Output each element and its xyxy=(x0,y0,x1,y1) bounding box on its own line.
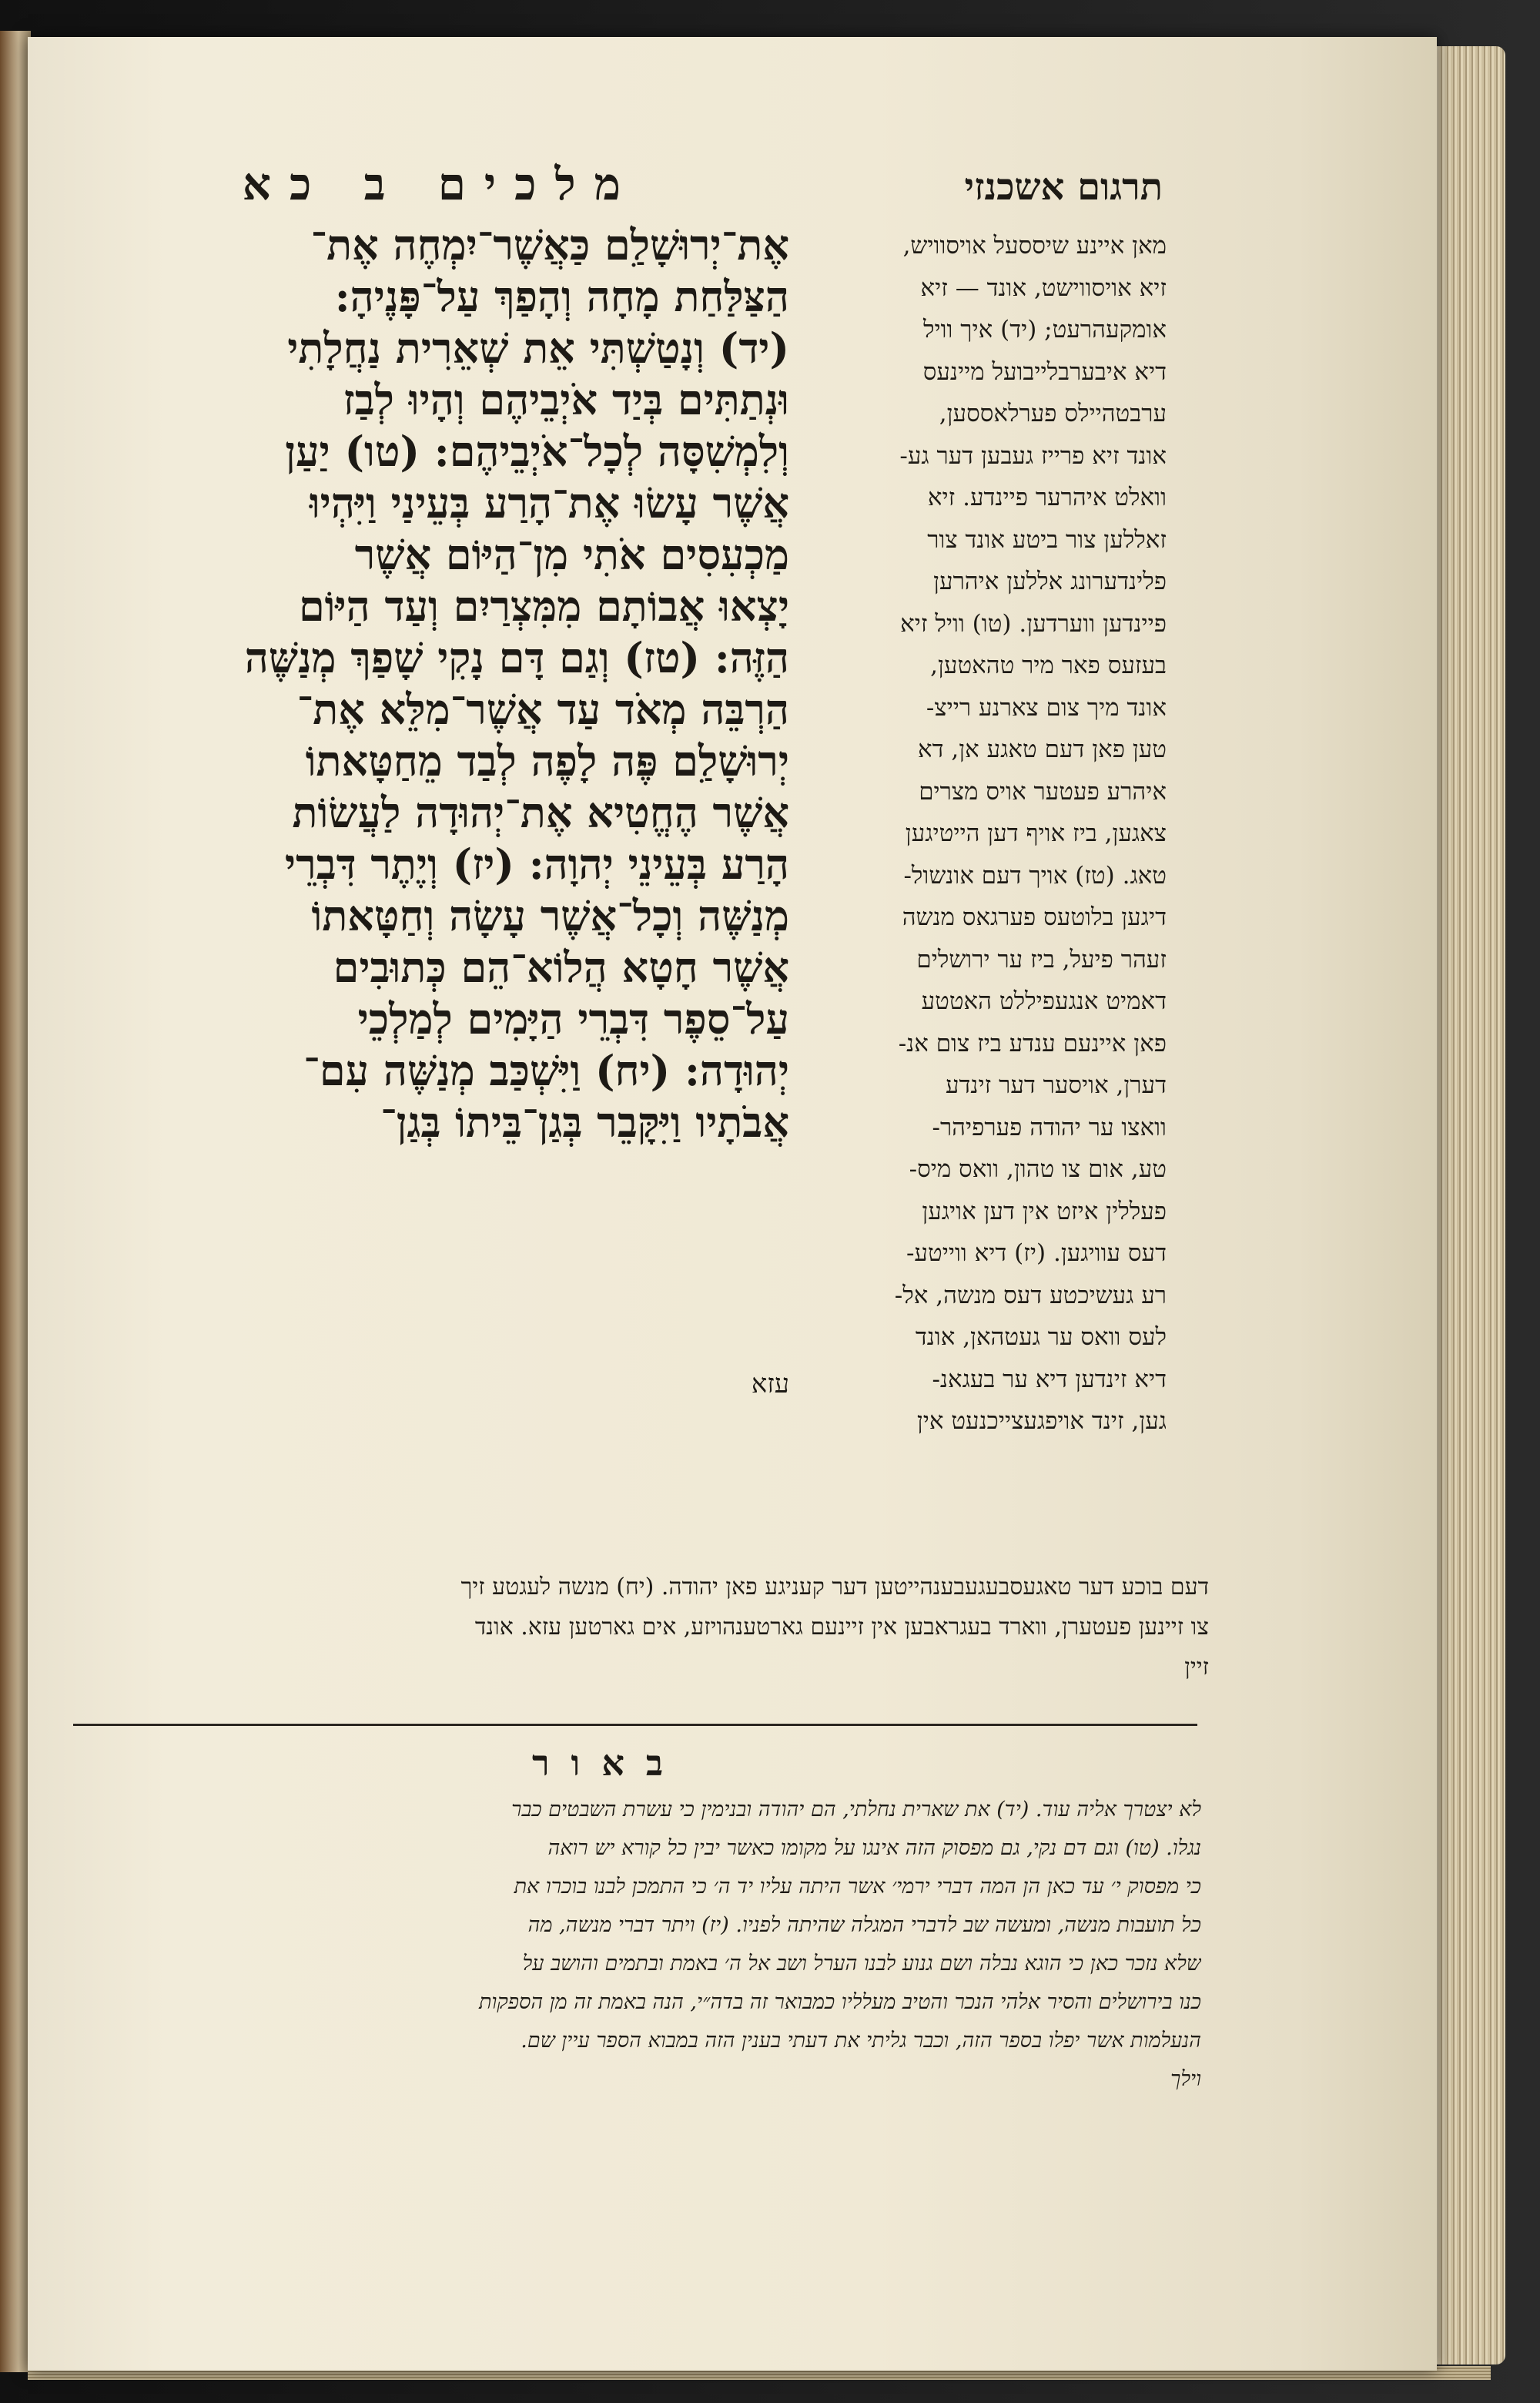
scripture-line: אֲשֶׁר חָטָא הֲלוֹא־הֵם כְּתוּבִים xyxy=(333,943,789,992)
translation-line: דעס עוויגען. (יז) דיא ווייטע- xyxy=(906,1239,1167,1267)
translation-line: טאג. (טז) אויך דעם אונשול- xyxy=(903,861,1167,890)
translation-line: ערבטהיילס פערלאססען, xyxy=(939,400,1167,427)
translation-line: זיין xyxy=(1184,1654,1209,1681)
scripture-line: אֲבֹתָיו וַיִּקָּבֵר בְּגַן־בֵּיתוֹ בְּגַן־ xyxy=(380,1098,789,1147)
translation-line: טען פאן דעם טאגע אן, דא xyxy=(918,736,1167,763)
translation-line: איהרע פעטער אויס מצרים xyxy=(919,777,1167,806)
translation-line: דערן, אויסער דער זינדע xyxy=(945,1071,1167,1099)
translation-line: טע, אום צו טהון, וואס מיס- xyxy=(909,1155,1167,1183)
translation-line: צאגען, ביז אויף דען הייטיגען xyxy=(905,819,1167,847)
scripture-line: וְלִמְשִׁסָּה לְכָל־אֹיְבֵיהֶם: (טו) יַעַן xyxy=(285,427,789,476)
commentary-text xyxy=(69,1791,1201,2099)
translation-line: אונד מיך צום צארנע רייצ- xyxy=(926,693,1167,722)
translation-line: פיינדען ווערדען. (טו) וויל זיא xyxy=(900,609,1167,638)
translation-line: דאמיט אנגעפיללט האטטע xyxy=(921,987,1167,1015)
translation-line: וואצו ער יהודה פערפיהר- xyxy=(932,1113,1167,1141)
commentary-line: וילך xyxy=(1170,2067,1201,2091)
translation-line: דיא איבערבלייבועל מיינעס xyxy=(922,357,1167,386)
translation-line: זיא אויסווישט, אונד — זיא xyxy=(920,273,1167,302)
translation-line: וואלט איהרער פיינדע. זיא xyxy=(927,484,1167,511)
translation-line: לעס וואס ער געטהאן, אונד xyxy=(915,1323,1167,1351)
scripture-line: יָצְאוּ אֲבוֹתָם מִמִּצְרַיִם וְעַד הַיּוֹם xyxy=(298,581,789,631)
scripture-line: אֲשֶׁר הֶחֱטִיא אֶת־יְהוּדָה לַעֲשׂוֹת xyxy=(292,788,789,837)
scripture-line: הַרְבֵּה מְאֹד עַד אֲשֶׁר־מִלֵּא אֶת־ xyxy=(296,685,789,734)
translation-line: פעללין איזט אין דען אויגען xyxy=(922,1197,1167,1225)
translation-continuation xyxy=(54,1567,1209,1687)
left-page-edge xyxy=(0,31,31,2372)
translation-line: רע געשיכטע דעס מנשה, אל- xyxy=(894,1281,1167,1309)
commentary-line: לא יצטרך אליה עוד. (יד) את שארית נחלתי, הם יהודה ובנימין כי עשרת השבטים כבר xyxy=(511,1798,1201,1822)
translation-column xyxy=(805,225,1167,1443)
scripture-line: עַל־סֵפֶר דִּבְרֵי הַיָּמִים לְמַלְכֵי xyxy=(357,994,789,1044)
scripture-column xyxy=(54,220,789,1148)
commentary-line: כי מפסוק י׳ עד כאן הן המה דברי ירמי׳ אשר היתה עליו יד ה׳ כי התמכן לבנו בוכרו את xyxy=(514,1875,1201,1899)
commentary-line: נגלו. (טו) וגם דם נקי, גם מפסוק הזה אינגו על מקומו כאשר יבין כל קורא יש רואה xyxy=(547,1836,1201,1860)
catchword: עזא xyxy=(751,1369,789,1399)
scripture-line: יְהוּדָה: (יח) וַיִּשְׁכַּב מְנַשֶּׁה עִם־ xyxy=(303,1046,789,1095)
translation-line: גען, זינד אויפגעצייכנעט אין xyxy=(916,1407,1167,1435)
commentary-line: שלא נזכר כאן כי הוגא נבלה ושם גנוע לבנו הערל ושב אל ה׳ באמת ובתמים והושב על xyxy=(522,1952,1201,1976)
running-header: מלכים ב כא xyxy=(242,158,639,210)
scripture-line: אֲשֶׁר עָשׂוּ אֶת־הָרַע בְּעֵינַי וַיִּהְיוּ xyxy=(309,478,789,528)
scripture-line: (יד) וְנָטַשְׁתִּי אֵת שְׁאֵרִית נַחֲלָתִי xyxy=(287,323,789,373)
translation-header: תרגום אשכנזי xyxy=(964,166,1163,209)
scripture-line: מְנַשֶּׁה וְכָל־אֲשֶׁר עָשָׂה וְחַטָּאתוֹ xyxy=(311,891,789,940)
translation-line: פאן איינעם ענדע ביז צום אנ- xyxy=(898,1029,1167,1057)
translation-line: דיא זינדען דיא ער בעגאנ- xyxy=(932,1365,1167,1393)
translation-line: בעזעס פאר מיר טהאטען, xyxy=(930,652,1167,679)
scripture-line: אֶת־יְרוּשָׁלִַם כַּאֲשֶׁר־יִמְחֶה אֶת־ xyxy=(310,220,789,270)
translation-line: זעהר פיעל, ביז ער ירושלים xyxy=(916,945,1167,974)
translation-line: צו זיינען פעטערן, ווארד בעגראבען אין זיינעם גארטענהויזע, אים גארטען עזא. אונד xyxy=(474,1614,1209,1641)
scripture-line: יְרוּשָׁלִַם פֶּה לָפֶה לְבַד מֵחַטָּאתוֹ xyxy=(305,736,789,786)
translation-line: פלינדערונג אללען איהרען xyxy=(933,568,1167,595)
translation-line: אומקעהרעט; (יד) איך וויל xyxy=(922,316,1167,344)
commentary-line: הנעלמות אשר יפלו בספר הזה, וכבר גליתי את דעתי בענין הזה במבוא הספר עיין שם. xyxy=(521,2029,1201,2053)
scripture-line: הַצַּלַּחַת מָחָה וְהָפַךְ עַל־פָּנֶיהָ: xyxy=(334,272,789,321)
translation-line: זאללען צור ביטע אונד צור xyxy=(927,525,1167,554)
commentary-title: באור xyxy=(531,1742,685,1784)
scripture-line: מַכְעִסִים אֹתִי מִן־הַיּוֹם אֲשֶׁר xyxy=(354,530,789,579)
commentary-line: כנו בירושלים והסיר אלהי הנכר והטיב מעלליו כמבואר זה בדה״י, הנה באמת זה מן הספקות xyxy=(479,1990,1201,2014)
translation-line: אונד זיא פרייז געבען דער גע- xyxy=(899,441,1167,470)
scripture-line: הָרַע בְּעֵינֵי יְהוָה: (יז) וְיֶתֶר דִּבְרֵי xyxy=(284,840,789,889)
translation-line: דיגען בלוטעס פערגאס מנשה xyxy=(902,903,1167,931)
commentary-line: כל תועבות מנשה, ומעשה שב לדברי המגלה שהיתה לפניו. (יז) ויתר דברי מנשה, מה xyxy=(527,1913,1201,1937)
translation-line: מאן איינע שיססעל אויסוויש, xyxy=(902,232,1167,260)
scripture-line: הַזֶּה: (טז) וְגַם דָּם נָקִי שָׁפַךְ מְנַשֶּׁה xyxy=(244,633,789,682)
translation-line: דעם בוכע דער טאגעסבעגעבענהייטען דער קעניגע פאן יהודה. (יח) מנשה לעגטע זיך xyxy=(460,1574,1209,1600)
scripture-line: וּנְתַתִּים בְּיַד אֹיְבֵיהֶם וְהָיוּ לְבַז xyxy=(343,375,789,424)
section-divider xyxy=(73,1724,1197,1726)
page-stack-edge xyxy=(1432,46,1505,2364)
